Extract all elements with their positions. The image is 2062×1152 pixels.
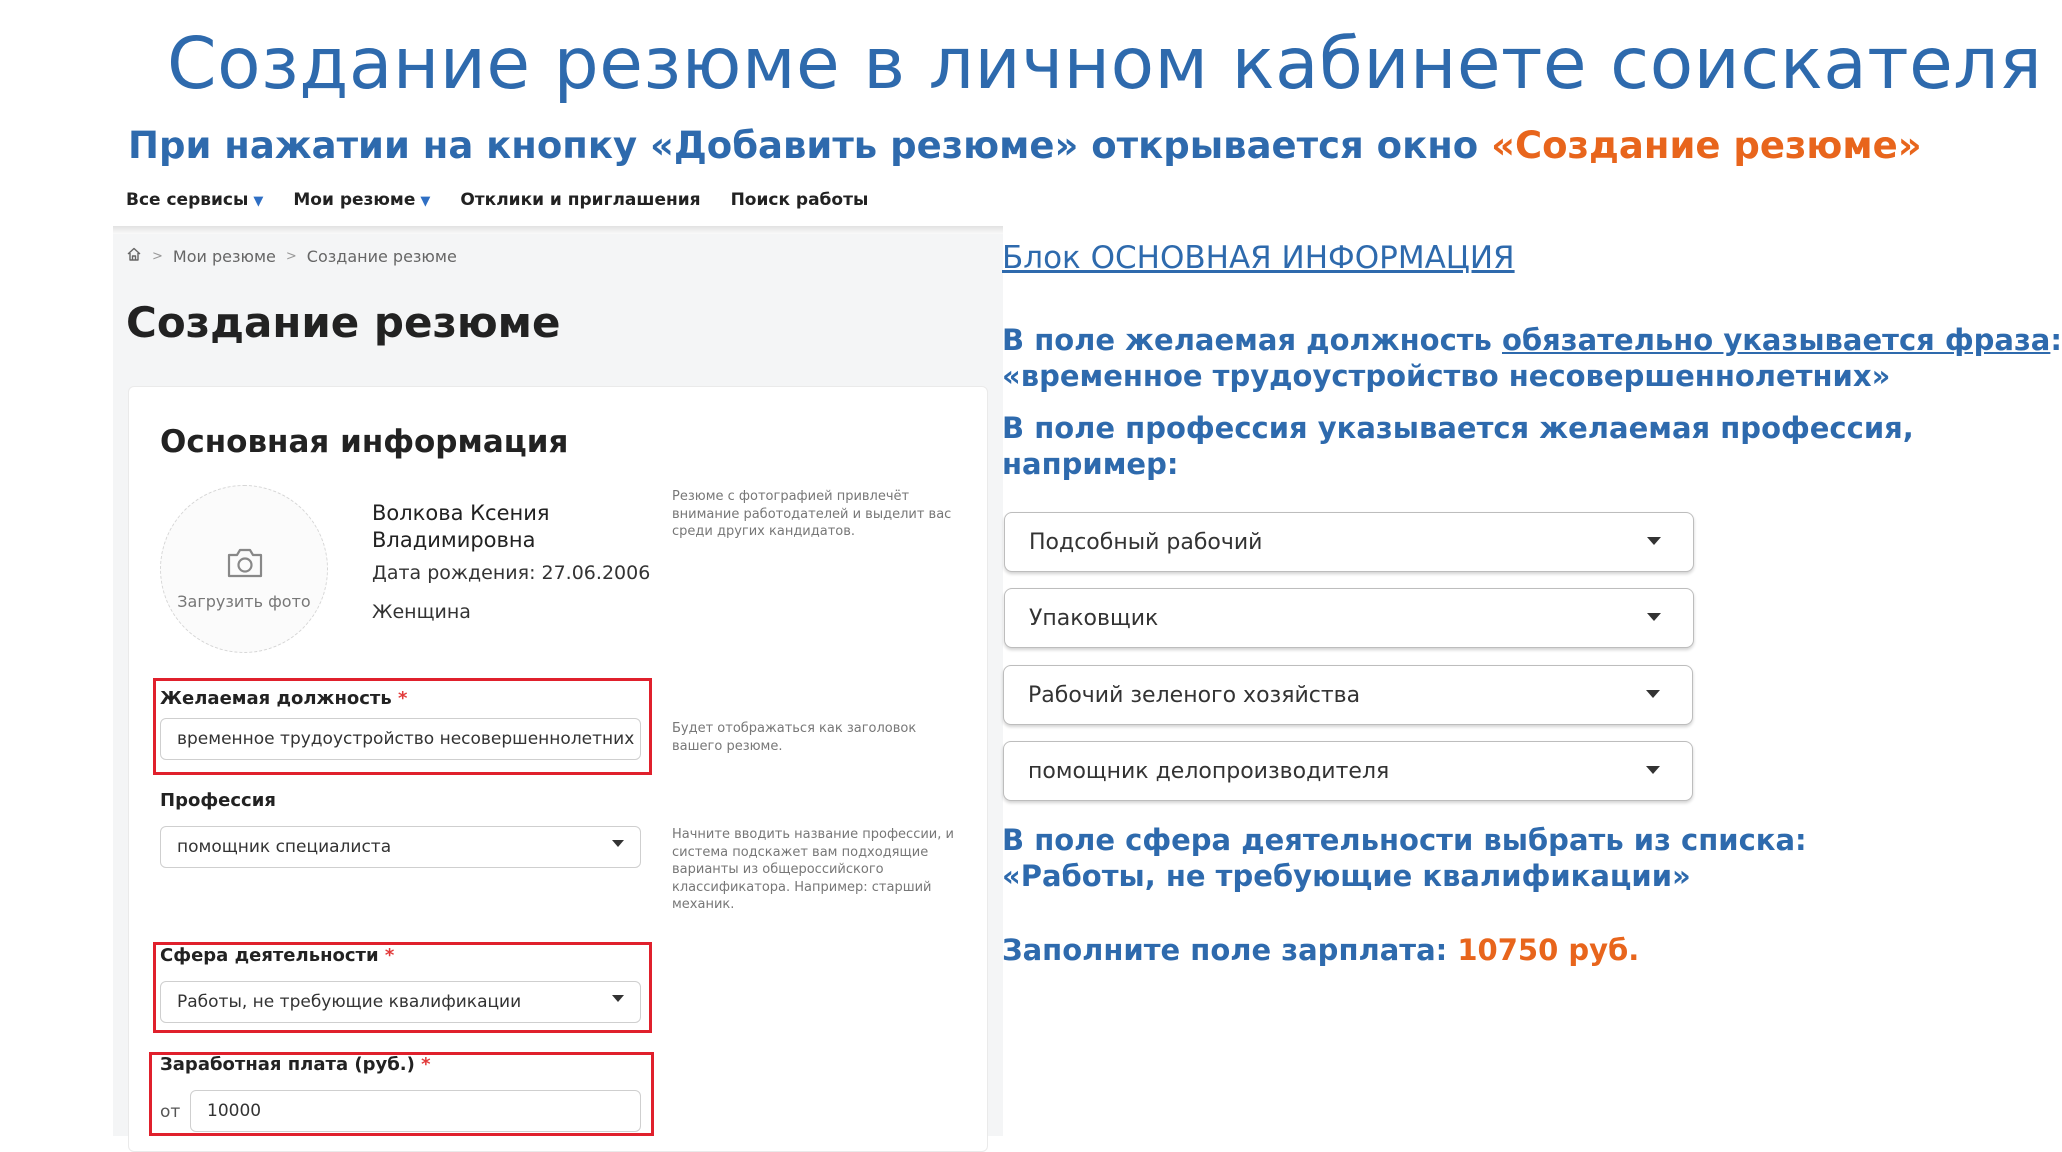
home-icon[interactable]: [126, 246, 142, 266]
upload-photo-label: Загрузить фото: [177, 592, 311, 611]
camera-icon: [225, 546, 265, 580]
position-label: Желаемая должность *: [160, 688, 408, 709]
chevron-down-icon: [612, 840, 624, 847]
profession-hint: Начните вводить название профессии, и система подскажет вам подходящие варианты из общероссийского классификатора. Например: старший механик.: [672, 827, 954, 912]
breadcrumb-item-current: Создание резюме: [306, 246, 457, 266]
salary-from-label: от: [160, 1102, 181, 1122]
page-title: Создание резюме: [126, 298, 561, 347]
caret-down-icon: ▼: [253, 194, 264, 209]
chevron-down-icon: [1646, 690, 1660, 698]
position-hint: Будет отображаться как заголовок вашего резюме.: [672, 721, 917, 754]
profession-example-dropdown[interactable]: Рабочий зеленого хозяйства: [1003, 665, 1693, 725]
position-highlight: [153, 678, 652, 775]
salary-input[interactable]: 10000: [190, 1090, 641, 1132]
profession-instruction-line2: например:: [1002, 447, 1179, 481]
chevron-down-icon: [1647, 613, 1661, 621]
profession-instruction-line1: В поле профессия указывается желаемая профессия,: [1002, 411, 1914, 445]
profession-example-dropdown[interactable]: помощник делопроизводителя: [1003, 741, 1693, 801]
person-name: Волкова Ксения Владимировна: [372, 501, 550, 552]
breadcrumb: [126, 246, 457, 266]
upload-photo-button[interactable]: [160, 485, 328, 653]
slide-title: Создание резюме в личном кабинете соискателя: [167, 22, 2043, 105]
section-title: Основная информация: [160, 424, 569, 460]
sphere-highlight: [153, 942, 652, 1033]
profession-example-dropdown[interactable]: Подсобный рабочий: [1004, 512, 1694, 572]
person-gender: Женщина: [372, 601, 471, 623]
nav-item-job-search[interactable]: Поиск работы: [730, 190, 869, 210]
top-nav: [126, 190, 868, 210]
required-marker: *: [398, 688, 408, 709]
nav-item-responses[interactable]: Отклики и приглашения: [460, 190, 701, 210]
nav-item-my-resumes[interactable]: Мои резюме ▼: [293, 190, 431, 210]
slide-subtitle: [128, 124, 1922, 167]
sphere-instruction-value: «Работы, не требующие квалификации»: [1002, 859, 1691, 893]
position-input[interactable]: временное трудоустройство несовершеннолетних: [160, 718, 641, 760]
slide-subtitle-highlight: «Создание резюме»: [1491, 124, 1922, 167]
breadcrumb-item-my-resumes[interactable]: Мои резюме: [172, 246, 276, 266]
sphere-select[interactable]: Работы, не требующие квалификации: [160, 981, 641, 1023]
profession-example-dropdown[interactable]: Упаковщик: [1004, 588, 1694, 648]
chevron-down-icon: [1647, 537, 1661, 545]
photo-hint: Резюме с фотографией привлечёт внимание работодателей и выделит вас среди других кандидатов.: [672, 489, 952, 539]
instructions-block-title: Блок ОСНОВНАЯ ИНФОРМАЦИЯ: [1002, 240, 1515, 276]
nav-item-all-services[interactable]: Все сервисы ▼: [126, 190, 264, 210]
required-marker: *: [384, 945, 395, 966]
salary-highlight: [149, 1052, 654, 1136]
breadcrumb-separator: >: [285, 248, 297, 264]
sphere-instruction: В поле сфера деятельности выбрать из списка:: [1002, 823, 1807, 857]
position-phrase: «временное трудоустройство несовершеннолетних»: [1002, 359, 1891, 393]
salary-label: Заработная плата (руб.) *: [160, 1054, 431, 1075]
position-instruction: В поле желаемая должность обязательно указывается фраза:: [1002, 323, 2062, 357]
profession-label: Профессия: [160, 790, 276, 811]
sphere-label: Сфера деятельности *: [160, 945, 395, 966]
chevron-down-icon: [1646, 766, 1660, 774]
salary-instruction: Заполните поле зарплата: 10750 руб.: [1002, 933, 1640, 967]
person-dob: Дата рождения: 27.06.2006: [372, 562, 651, 584]
profession-select[interactable]: помощник специалиста: [160, 826, 641, 868]
salary-instruction-value: 10750 руб.: [1457, 933, 1640, 967]
required-marker: *: [421, 1054, 431, 1075]
slide-subtitle-text: При нажатии на кнопку «Добавить резюме» открывается окно: [128, 124, 1492, 167]
caret-down-icon: ▼: [420, 194, 431, 209]
breadcrumb-separator: >: [152, 248, 163, 264]
